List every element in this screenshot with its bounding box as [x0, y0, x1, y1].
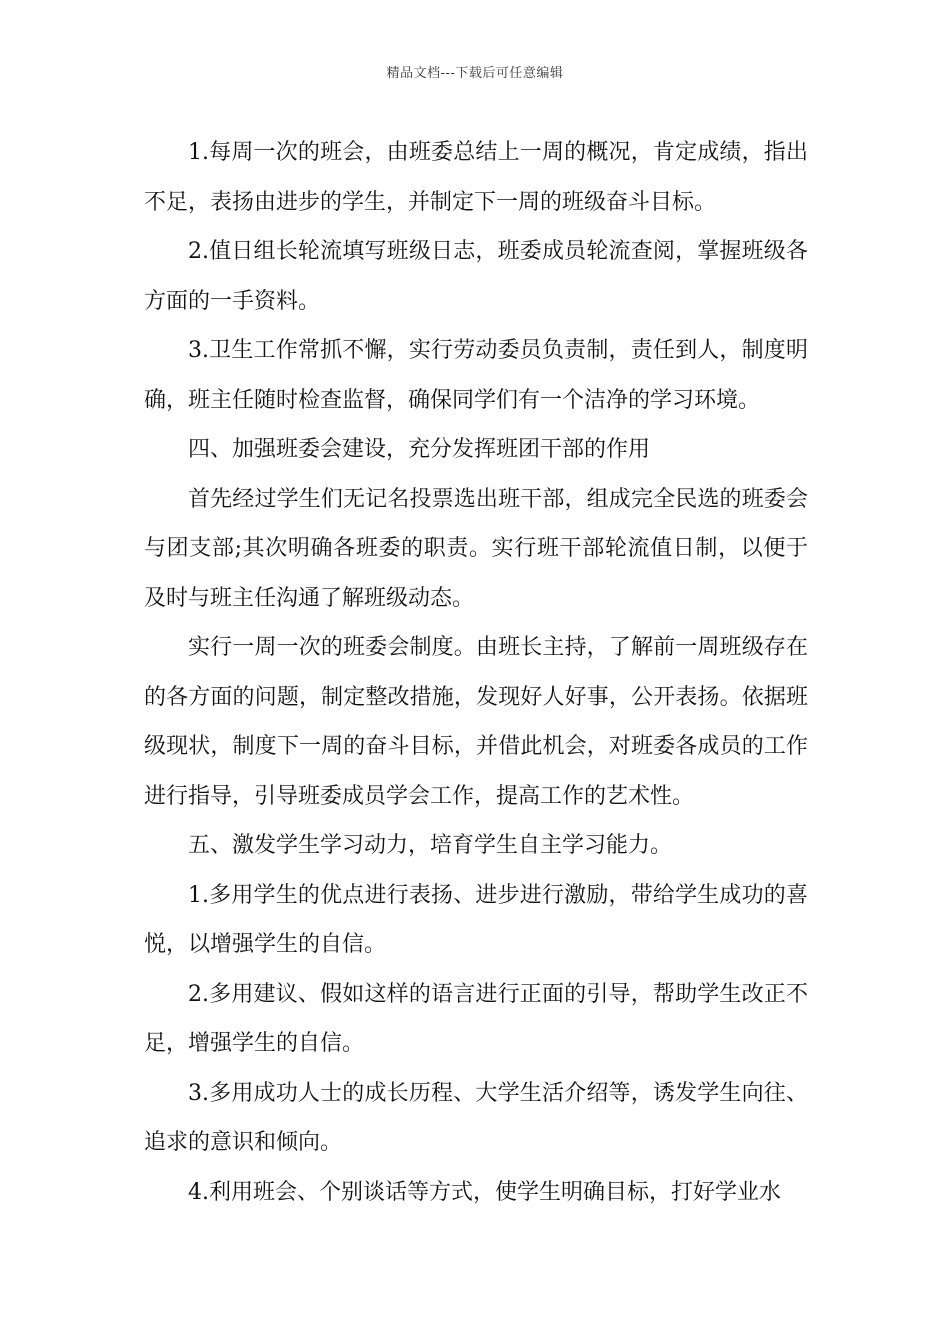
paragraph-2: 2.值日组长轮流填写班级日志，班委成员轮流查阅，掌握班级各方面的一手资料。 [144, 239, 808, 314]
paragraph-9: 2.多用建议、假如这样的语言进行正面的引导，帮助学生改正不足，增强学生的自信。 [144, 981, 808, 1056]
paragraph-11: 4.利用班会、个别谈话等方式，使学生明确目标，打好学业水 [188, 1179, 781, 1205]
paragraph-8: 1.多用学生的优点进行表扬、进步进行激励，带给学生成功的喜悦，以增强学生的自信。 [144, 882, 808, 957]
paragraph-10: 3.多用成功人士的成长历程、大学生活介绍等，诱发学生向往、追求的意识和倾向。 [144, 1080, 808, 1155]
section-heading-4: 四、加强班委会建设，充分发挥班团干部的作用 [188, 437, 651, 462]
page-header: 精品文档---下载后可任意编辑 [386, 66, 564, 81]
paragraph-5: 首先经过学生们无记名投票选出班干部，组成完全民选的班委会与团支部;其次明确各班委的职责。实行班干部轮流值日制，以便于及时与班主任沟通了解班级动态。 [144, 486, 808, 611]
paragraph-1: 1.每周一次的班会，由班委总结上一周的概况，肯定成绩，指出不足，表扬由进步的学生，并制定下一周的班级奋斗目标。 [144, 140, 808, 215]
paragraph-3: 3.卫生工作常抓不懈，实行劳动委员负责制，责任到人，制度明确，班主任随时检查监督，确保同学们有一个洁净的学习环境。 [144, 338, 808, 413]
document-body [144, 128, 808, 1217]
paragraph-6: 实行一周一次的班委会制度。由班长主持，了解前一周班级存在的各方面的问题，制定整改措施，发现好人好事，公开表扬。依据班级现状，制度下一周的奋斗目标，并借此机会，对班委各成员的工作进行指导，引导班委成员学会工作，提高工作的艺术性。 [144, 635, 808, 809]
section-heading-5: 五、激发学生学习动力，培育学生自主学习能力。 [188, 833, 673, 858]
